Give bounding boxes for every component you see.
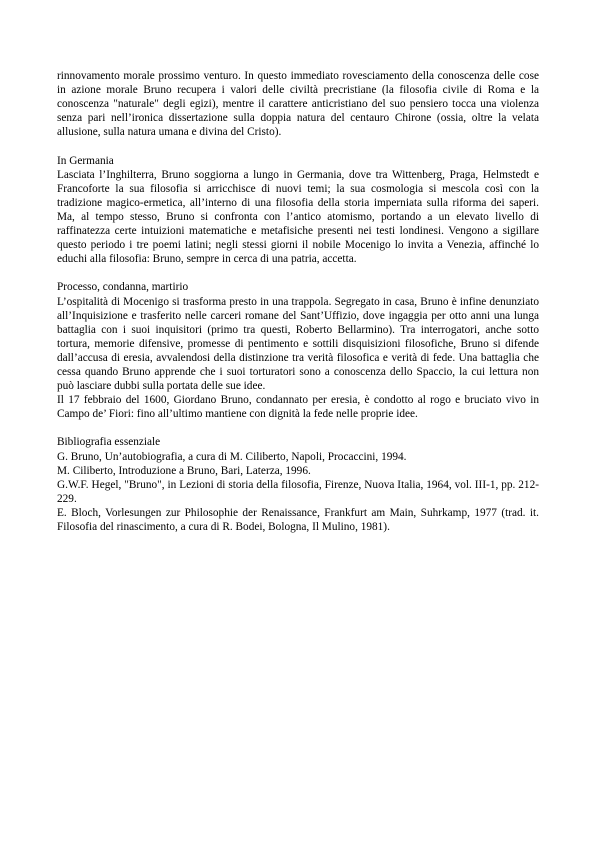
section-spacer bbox=[57, 421, 539, 435]
bibliography-entry: E. Bloch, Vorlesungen zur Philosophie der Renaissance, Frankfurt am Main, Suhrkamp, 1977 (trad. it. Filosofia del rinascimento, a cura di R. Bodei, Bologna, Il Mulino, 1981). bbox=[57, 506, 539, 533]
intro-paragraph: rinnovamento morale prossimo venturo. In questo immediato rovesciamento della conoscenza delle cose in azione morale Bruno recupera i valori delle civiltà precristiane (la filosofia civile di Roma e la conoscenza "naturale" degli egizi), mentre il carattere anticristiano del suo pensiero tocca una violenza senza pari nell’ironica dissertazione sulla doppia natura del centauro Chirone (ossia, oltre la velata allusione, sulla natura umana e divina del Cristo). bbox=[57, 70, 539, 139]
section-heading-bibliografia: Bibliografia essenziale bbox=[57, 436, 161, 449]
processo-paragraph: L’ospitalità di Mocenigo si trasforma presto in una trappola. Segregato in casa, Bruno è infine denunziato all’Inquisizione e trasferito nelle carceri romane del Sant’Uffizio, dove ingaggia per otto anni una lunga battaglia con i suoi inquisitori (primo tra questi, Roberto Bellarmino). Tra interrogatori, anche sotto tortura, memorie difensive, promesse di pentimento e sottili disquisizioni filosofiche, Bruno si difende dall’accusa di eresia, avvalendosi della distinzione tra verità filosofica e verità di fede. Una battaglia che cessa quando Bruno apprende che i suoi torturatori sono a conoscenza dello Spaccio, la cui lettura non può lasciare dubbi sulla portata delle sue idee. bbox=[57, 295, 539, 393]
bibliography-entry: G. Bruno, Un’autobiografia, a cura di M. Ciliberto, Napoli, Procaccini, 1994. bbox=[57, 450, 407, 463]
bibliography-entry: G.W.F. Hegel, "Bruno", in Lezioni di storia della filosofia, Firenze, Nuova Italia, 1964, vol. III-1, pp. 212-229. bbox=[57, 478, 539, 505]
section-spacer bbox=[57, 266, 539, 280]
bibliography-entry: M. Ciliberto, Introduzione a Bruno, Bari, Laterza, 1996. bbox=[57, 464, 311, 477]
germania-paragraph: Lasciata l’Inghilterra, Bruno soggiorna a lungo in Germania, dove tra Wittenberg, Praga, Helmstedt e Francoforte la sua filosofia si arricchisce di nuovi temi; la sua cosmologia si mescola così con la tradizione magico-ermetica, all’interno di una filosofia della storia imperniata sulla riforma dei saperi. Ma, al tempo stesso, Bruno si confronta con l’antico atomismo, portando a un elevato livello di raffinatezza certe intuizioni matematiche e metafisiche presenti nei testi londinesi. Vengono a sigillare questo periodo i tre poemi latini; negli stessi giorni il nobile Mocenigo lo invita a Venezia, affinché lo educhi alla filosofia: Bruno, sempre in cerca di una patria, accetta. bbox=[57, 168, 539, 266]
section-spacer bbox=[57, 139, 539, 153]
processo-paragraph-2: Il 17 febbraio del 1600, Giordano Bruno, condannato per eresia, è condotto al rogo e bruciato vivo in Campo de’ Fiori: fino all’ultimo mantiene con dignità la fede nelle proprie idee. bbox=[57, 394, 539, 421]
section-heading-germania: In Germania bbox=[57, 154, 114, 167]
section-heading-processo: Processo, condanna, martirio bbox=[57, 281, 189, 294]
document-page bbox=[57, 69, 539, 534]
